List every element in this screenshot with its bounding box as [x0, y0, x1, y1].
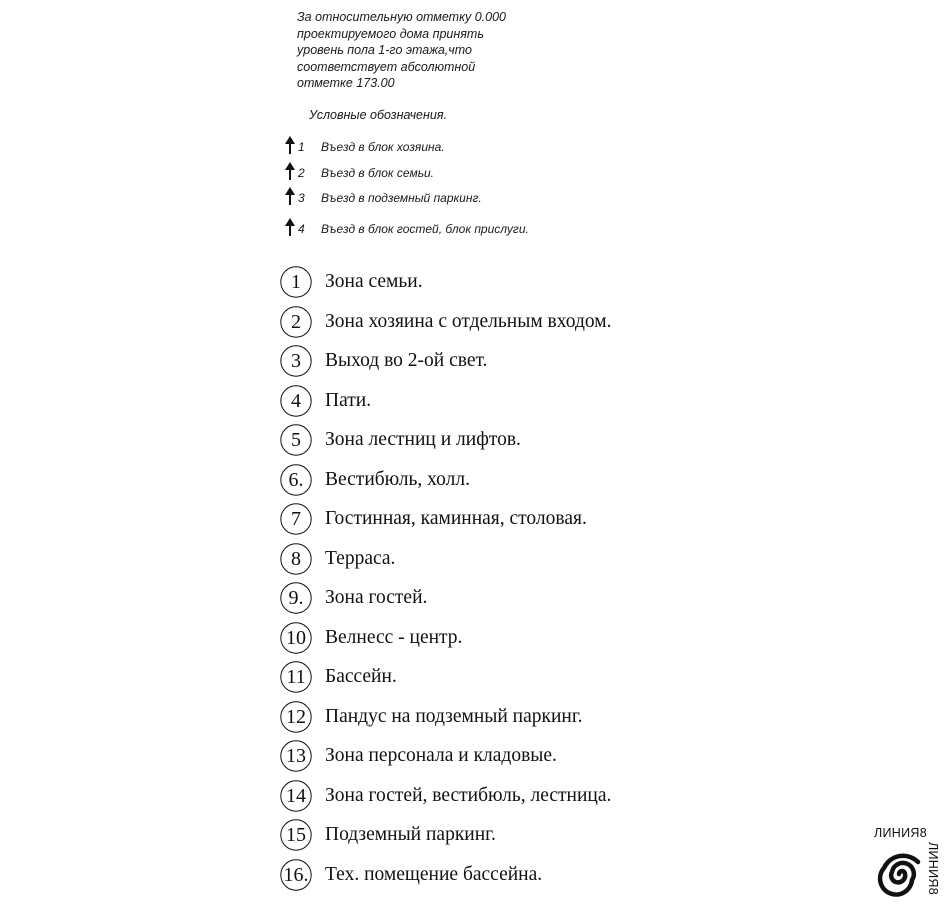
zone-item-4 [280, 384, 700, 418]
zone-label: Вестибюль, холл. [325, 468, 470, 490]
zone-item-11 [280, 660, 700, 694]
zone-number: 12 [286, 705, 306, 728]
up-arrow-icon [284, 218, 296, 236]
company-logo [868, 826, 946, 906]
zone-item-14 [280, 779, 700, 813]
zone-label: Зона персонала и кладовые. [325, 745, 557, 766]
zone-label: Тех. помещение бассейна. [325, 863, 543, 885]
zone-number: 4 [291, 389, 301, 412]
zone-number: 3 [291, 350, 301, 372]
note-line: За относительную отметку 0.000 [297, 10, 506, 24]
legend-entry-text: Въезд в блок хозяина. [321, 140, 445, 154]
zone-item-1 [280, 265, 700, 299]
zone-label: Пандус на подземный паркинг. [325, 705, 583, 727]
zone-item-16 [280, 858, 700, 892]
spiral-logo-icon [876, 844, 928, 900]
zone-number: 13 [286, 745, 306, 767]
up-arrow-icon [284, 187, 296, 205]
note-line: уровень пола 1-го этажа,что [297, 43, 472, 57]
zone-label: Зона гостей. [325, 587, 428, 608]
zone-number: 5 [291, 429, 301, 451]
zone-label: Выход во 2-ой свет. [325, 350, 488, 371]
zone-item-6 [280, 463, 700, 497]
note-line: проектируемого дома принять [297, 26, 484, 41]
zone-number: 15 [286, 824, 306, 846]
legend-entry-text: Въезд в блок семьи. [321, 166, 435, 180]
legend-title: Условные обозначения. [309, 108, 447, 122]
zone-item-10 [280, 621, 700, 655]
zone-number: 7 [291, 508, 301, 530]
zone-number: 2 [291, 310, 301, 333]
zone-number: 16. [283, 863, 309, 886]
zone-number: 9. [288, 587, 304, 609]
zone-item-13 [280, 739, 700, 773]
zone-item-9 [280, 581, 700, 615]
logo-text-side: ЛИНИЯ8 [926, 842, 940, 895]
legend-entry-text: Въезд в подземный паркинг. [321, 191, 482, 205]
up-arrow-icon [284, 136, 296, 154]
zone-label: Бассейн. [325, 666, 397, 687]
zone-label: Зона хозяина с отдельным входом. [325, 310, 612, 332]
zone-number: 8 [291, 547, 301, 570]
legend-entry-text: Въезд в блок гостей, блок прислуги. [321, 222, 529, 236]
zone-label: Зона семьи. [325, 271, 423, 292]
zone-number: 10 [286, 626, 306, 649]
zone-item-12 [280, 700, 700, 734]
note-line: соответствует абсолютной [297, 59, 476, 74]
zone-label: Гостинная, каминная, столовая. [325, 508, 587, 529]
elevation-note [297, 9, 506, 92]
zone-item-5 [280, 423, 700, 457]
zone-number: 11 [286, 666, 306, 688]
zone-label: Пати. [325, 389, 372, 411]
legend-entry-number: 1 [298, 140, 305, 154]
legend-entry-number: 2 [298, 166, 305, 180]
zone-number: 6. [288, 468, 304, 491]
zone-number: 14 [286, 784, 306, 807]
legend-entry-number: 3 [298, 191, 305, 205]
zone-number: 1 [291, 271, 301, 293]
zone-item-3 [280, 344, 700, 378]
zone-label: Велнесс - центр. [325, 626, 463, 648]
zone-item-2 [280, 305, 700, 339]
zone-item-8 [280, 542, 700, 576]
legend-entry-number: 4 [298, 222, 305, 236]
logo-text-top: ЛИНИЯ8 [874, 826, 927, 840]
zone-label: Зона лестниц и лифтов. [325, 429, 521, 450]
zone-label: Зона гостей, вестибюль, лестница. [325, 784, 612, 806]
zone-item-7 [280, 502, 700, 536]
note-line: отметке 173.00 [297, 76, 395, 90]
zone-label: Терраса. [325, 547, 396, 569]
zone-label: Подземный паркинг. [325, 824, 496, 845]
zone-item-15 [280, 818, 700, 852]
up-arrow-icon [284, 162, 296, 180]
